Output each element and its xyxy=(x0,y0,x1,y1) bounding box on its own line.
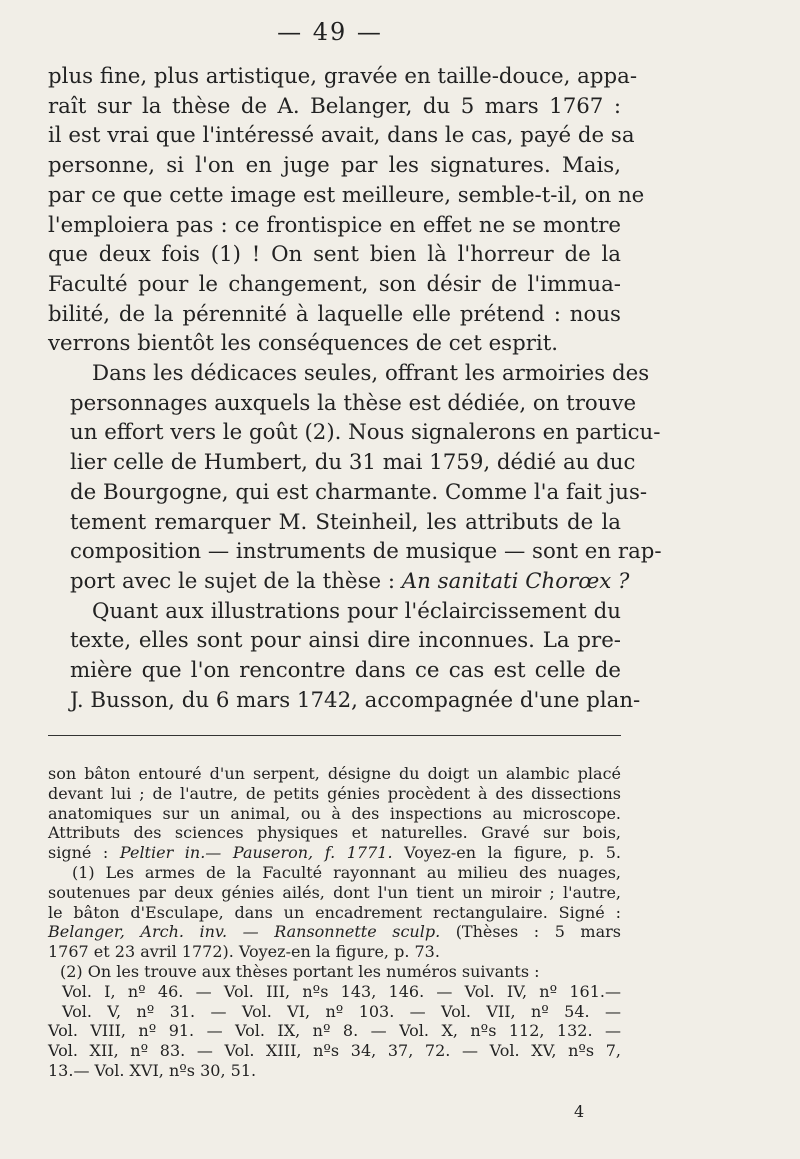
volume-list-line: Vol. V, nº 31. — Vol. VI, nº 103. — Vol. VII, nº 54. — xyxy=(62,1001,621,1021)
text-line: tement remarquer M. Steinheil, les attributs de la xyxy=(70,509,621,535)
footnote-line: Attributs des sciences physiques et naturelles. Gravé sur bois, xyxy=(48,823,621,843)
footnote-text: Voyez-en la figure, p. 5. xyxy=(404,843,622,863)
footnote-line: son bâton entouré d'un serpent, désigne du doigt un alambic placé xyxy=(48,764,621,783)
footnote-signature-line xyxy=(48,843,621,863)
footnote-text: (Thèses : 5 mars xyxy=(455,922,621,942)
signature-mark: 4 xyxy=(574,1102,585,1121)
text-line: texte, elles sont pour ainsi dire inconnues. La pre- xyxy=(70,628,621,654)
engraver-credit: Belanger, Arch. inv. — Ransonnette sculp. xyxy=(48,922,441,942)
text-line: J. Busson, du 6 mars 1742, accompagnée d'une plan- xyxy=(70,687,641,713)
footnote-credit-line xyxy=(48,922,621,942)
text-line: verrons bientôt les conséquences de cet esprit. xyxy=(48,331,559,357)
text-line: l'emploiera pas : ce frontispice en effet ne se montre xyxy=(48,212,621,238)
footnote-line: anatomiques sur un animal, ou à des inspections au microscope. xyxy=(48,803,621,823)
footnote-line: (2) On les trouve aux thèses portant les numéros suivants : xyxy=(60,961,540,981)
footnotes xyxy=(48,764,621,1081)
footnote-rule xyxy=(48,735,621,736)
text-line: par ce que cette image est meilleure, semble-t-il, on ne xyxy=(48,182,645,208)
volume-list-line: Vol. I, nº 46. — Vol. III, nºs 143, 146. — Vol. IV, nº 161.— xyxy=(62,981,621,1001)
text-line: un effort vers le goût (2). Nous signalerons en particu- xyxy=(70,420,661,446)
text-line: lier celle de Humbert, du 31 mai 1759, dédié au duc xyxy=(70,450,636,476)
engraver-credit: Peltier in.— Pauseron, f. 1771. xyxy=(119,843,393,863)
text-line-with-title xyxy=(48,567,630,597)
footnote-line: (1) Les armes de la Faculté rayonnant au milieu des nuages, xyxy=(72,862,621,882)
paragraph-3 xyxy=(48,597,641,716)
footnote-text: signé : xyxy=(48,843,109,863)
footnote-line: soutenues par deux génies ailés, dont l'un tient un miroir ; l'autre, xyxy=(48,882,621,902)
paragraph-1 xyxy=(48,62,645,359)
text-line: Faculté pour le changement, son désir de l'immua- xyxy=(48,271,621,297)
volume-list-line: Vol. XII, nº 83. — Vol. XIII, nºs 34, 37, 72. — Vol. XV, nºs 7, xyxy=(48,1041,621,1061)
footnote-line: 1767 et 23 avril 1772). Voyez-en la figure, p. 73. xyxy=(48,942,440,962)
footnote-continuation xyxy=(48,764,621,863)
text-line: de Bourgogne, qui est charmante. Comme l'a fait jus- xyxy=(70,479,648,505)
volume-list-line: Vol. VIII, nº 91. — Vol. IX, nº 8. — Vol. X, nºs 112, 132. — xyxy=(48,1021,621,1041)
text-line: que deux fois (1) ! On sent bien là l'horreur de la xyxy=(48,242,621,268)
text-line: raît sur la thèse de A. Belanger, du 5 mars 1767 : xyxy=(48,93,621,119)
text-line: Quant aux illustrations pour l'éclaircissement du xyxy=(92,598,621,624)
text-line: composition — instruments de musique — sont en rap- xyxy=(70,539,662,565)
body-text xyxy=(48,62,662,715)
text-line: bilité, de la pérennité à laquelle elle prétend : nous xyxy=(48,301,621,327)
text-line: plus fine, plus artistique, gravée en taille-douce, appa- xyxy=(48,64,638,89)
text-line: mière que l'on rencontre dans ce cas est celle de xyxy=(70,658,621,684)
text-line: Dans les dédicaces seules, offrant les armoiries des xyxy=(92,361,650,387)
volume-list-line: 13.— Vol. XVI, nºs 30, 51. xyxy=(48,1060,257,1080)
footnote-1 xyxy=(48,863,621,962)
footnote-2 xyxy=(48,962,621,1081)
footnote-line: le bâton d'Esculape, dans un encadrement rectangulaire. Signé : xyxy=(48,902,621,922)
page-number: — 49 — xyxy=(277,18,383,46)
thesis-title: An sanitati Chorœx ? xyxy=(401,568,630,594)
footnote-line: devant lui ; de l'autre, de petits génies procèdent à des dissections xyxy=(48,783,621,803)
text-line: il est vrai que l'intéressé avait, dans le cas, payé de sa xyxy=(48,123,635,149)
paragraph-2 xyxy=(48,359,662,597)
text-line: port avec le sujet de la thèse : xyxy=(70,568,395,594)
text-line: personne, si l'on en juge par les signatures. Mais, xyxy=(48,153,621,179)
text-line: personnages auxquels la thèse est dédiée, on trouve xyxy=(70,390,637,416)
